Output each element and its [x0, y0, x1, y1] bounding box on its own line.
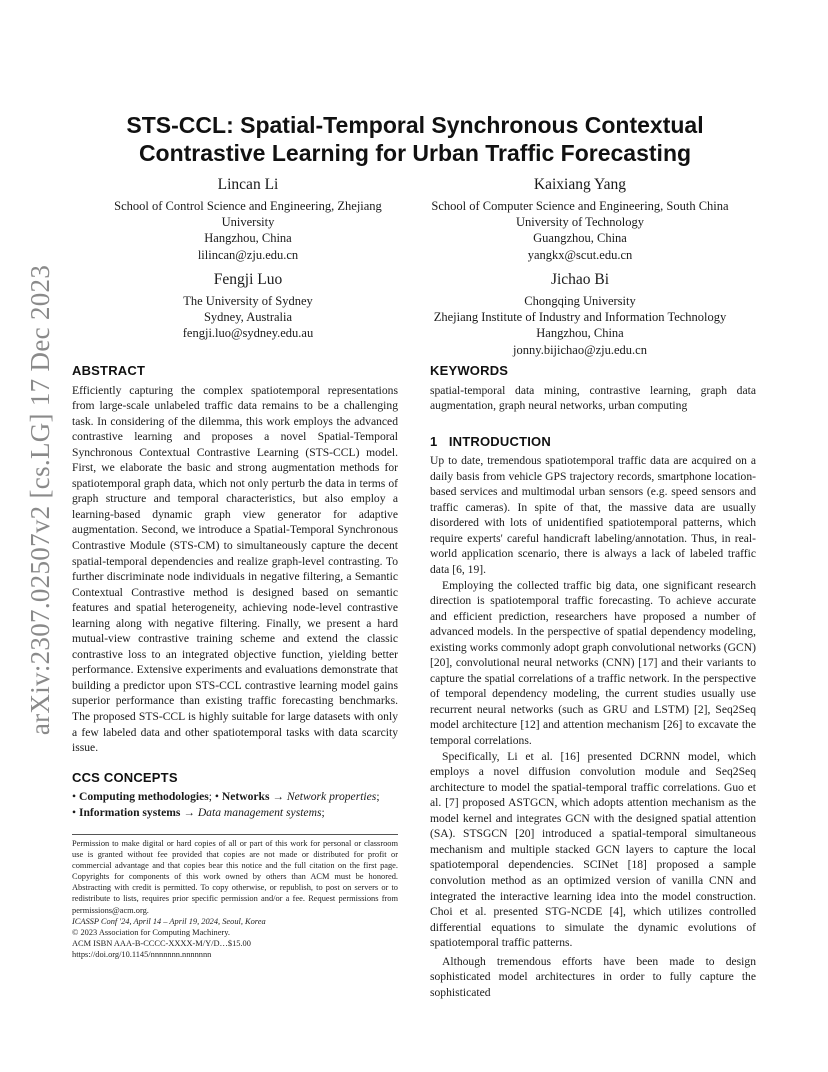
ccs-term: Computing methodologies — [78, 790, 209, 804]
ccs-end: ; — [321, 805, 325, 819]
permission-notice: Permission to make digital or hard copies of all or part of this work for personal or classroom use is granted without fee provided that copies are not made or distributed for profit or commercial advantage and that copies bear this notice and the full citation on the first page. Copyrights for components of this work owned by others than ACM must be honored. Abstracting with credit is permitted. To copy otherwise, or republish, to post on servers or to redistribute to lists, requires prior specific permission and/or a fee. Request permissions from permissions@acm.org. — [72, 839, 398, 915]
author-affiliation: School of Control Science and Engineering, Zhejiang — [114, 199, 382, 213]
intro-paragraph: Up to date, tremendous spatiotemporal traffic data are acquired on a daily basis from vehicle GPS trajectory records, smartphone location-based services and multimodal urban sensors (e.g. speed sensors and traffic cameras). In spite of that, the massive data are usually disordered with lots of unidentified spatiotemporal patterns, which require experts' careful handicraft labeling/annotation. Thus, in real-world application scenario, there is always a lack of labeled traffic data [6, 19]. — [430, 454, 756, 577]
ccs-term: Information systems — [78, 805, 181, 819]
author-email: fengji.luo@sydney.edu.au — [182, 326, 314, 341]
author-name: Jichao Bi — [550, 271, 610, 288]
ccs-arrow: → — [180, 805, 198, 819]
author-location: Hangzhou, China — [204, 231, 292, 246]
author-affiliation: The University of Sydney — [183, 294, 313, 308]
author-affiliation: School of Computer Science and Engineering, South China — [431, 199, 729, 213]
intro-paragraph: Employing the collected traffic big data, one significant research direction is spatiotemporal traffic forecasting. To achieve accurate and efficient prediction, researchers have proposed a number of advanced models. In the perspective of spatial dependency modeling, existing works commonly adopt graph convolutional networks (GCN) [20], convolutional neural networks (CNN) [17] and their variants to capture the spatial correlations of a traffic network. In the perspective of temporal dependency modeling, the current studies usually use recurrent neural networks (such as GRU and LSTM) [2], Seq2Seq model architecture [12] and attention mechanism [26] to excavate the temporal correlations. — [430, 578, 756, 748]
author-email: lilincan@zju.edu.cn — [197, 247, 299, 262]
author-name: Lincan Li — [217, 176, 279, 193]
keywords-text: spatial-temporal data mining, contrastive learning, graph data augmentation, graph neural networks, urban computing — [430, 383, 756, 413]
ccs-subterm: Network properties — [286, 790, 377, 804]
author-block — [88, 270, 408, 342]
author-location: Guangzhou, China — [533, 231, 627, 246]
abstract-text: Efficiently capturing the complex spatiotemporal representations from large-scale unlabeled traffic data remains to be a challenging task. In considering of the dilemma, this work employs the advanced contrastive learning and proposes a novel Spatial-Temporal Synchronous Contextual Contrastive Learning (STS-CCL) model. First, we elaborate the basic and strong augmentation methods for spatiotemporal graph data, which not only perturb the data in terms of graph structure and temporal characteristics, but also employ a learning-based dynamic graph view generator for adaptive augmentation. Second, we introduce a Spatial-Temporal Synchronous Contrastive Module (STS-CM) to simultaneously capture the decent spatial-temporal dependencies and realize graph-level contrasting. To further discriminate node individuals in negative filtering, a Semantic Contextual Contrastive method is designed based on semantic features and spatial heterogeneity, achieving node-level contrastive learning along with negative filtering. Finally, we present a hard mutual-view contrastive training scheme and extend the classic contrastive loss to an integrated objective function, yielding better performance. Extensive experiments and evaluations demonstrate that building a predictor upon STS-CCL contrastive learning model gains superior performance than existing traffic forecasting benchmarks. The proposed STS-CCL is highly suitable for large datasets with only a few labeled data and other spatiotemporal tasks with data scarcity issue. — [72, 383, 398, 755]
author-affiliation: University of Technology — [515, 215, 645, 230]
introduction-heading: 1 INTRODUCTION — [430, 433, 551, 449]
right-column — [430, 363, 756, 1000]
doi-link[interactable]: https://doi.org/10.1145/nnnnnnn.nnnnnnn — [72, 949, 212, 959]
author-affiliation: Zhejiang Institute of Industry and Information Technology — [433, 310, 727, 325]
ccs-concepts-line — [72, 789, 398, 805]
ccs-bullet: • — [72, 790, 79, 804]
ccs-concepts-line — [72, 805, 398, 821]
abstract-heading: ABSTRACT — [72, 363, 146, 378]
author-name: Kaixiang Yang — [533, 176, 627, 193]
footnote-rule — [72, 834, 398, 835]
left-column — [72, 363, 398, 820]
ccs-term: Networks — [221, 790, 270, 804]
copyright-line: © 2023 Association for Computing Machinery. — [72, 927, 230, 937]
author-block — [88, 175, 408, 263]
author-affiliation: University — [221, 215, 275, 230]
author-location: Hangzhou, China — [536, 326, 624, 341]
permission-footnote — [72, 838, 398, 960]
author-block — [412, 175, 748, 263]
ccs-end: ; — [376, 790, 380, 804]
keywords-heading: KEYWORDS — [430, 363, 509, 378]
author-email: yangkx@scut.edu.cn — [527, 247, 633, 262]
conference-info: ICASSP Conf '24, April 14 – April 19, 2024, Seoul, Korea — [72, 916, 266, 926]
ccs-heading: CCS CONCEPTS — [72, 769, 178, 785]
ccs-arrow: → — [269, 790, 287, 804]
author-name: Fengji Luo — [213, 271, 283, 288]
isbn-line: ACM ISBN AAA-B-CCCC-XXXX-M/Y/D…$15.00 — [72, 938, 251, 948]
ccs-subterm: Data management systems — [197, 805, 322, 819]
paper-title: STS-CCL: Spatial-Temporal Synchronous Contextual Contrastive Learning for Urban Traffic Forecasting — [126, 112, 704, 166]
ccs-bullet: • — [72, 805, 79, 819]
intro-paragraph: Although tremendous efforts have been made to design sophisticated model architectures in order to fully capture the sophisticated — [430, 954, 756, 999]
intro-paragraph: Specifically, Li et al. [16] presented DCRNN model, which employs a novel diffusion convolution module and Seq2Seq architecture to model the spatial-temporal traffic correlations. Guo et al. [7] proposed ASTGCN, which adopts attention mechanism as the model kernel and integrates GCN with the designed spatial attention (SA). STSGCN [20] introduced a spatial-temporal simultaneous mechanism and multiple stacked GCN layers to capture the local spatiotemporal dependencies. SCINet [18] proposed a sample convolution method as an optimized version of vanilla CNN and integrated the interactive learning idea into the model construction. Choi et al. presented STG-NCDE [4], which utilizes controlled differential equations to simulate the dynamic evolutions of spatiotemporal traffic patterns. — [430, 749, 756, 950]
author-affiliation: Chongqing University — [524, 294, 636, 308]
arxiv-stamp: arXiv:2307.02507v2 [cs.LG] 17 Dec 2023 — [25, 264, 55, 736]
author-block — [412, 270, 748, 358]
author-location: Sydney, Australia — [203, 310, 293, 325]
ccs-separator: ; • — [208, 790, 222, 804]
author-email: jonny.bijichao@zju.edu.cn — [513, 342, 647, 357]
